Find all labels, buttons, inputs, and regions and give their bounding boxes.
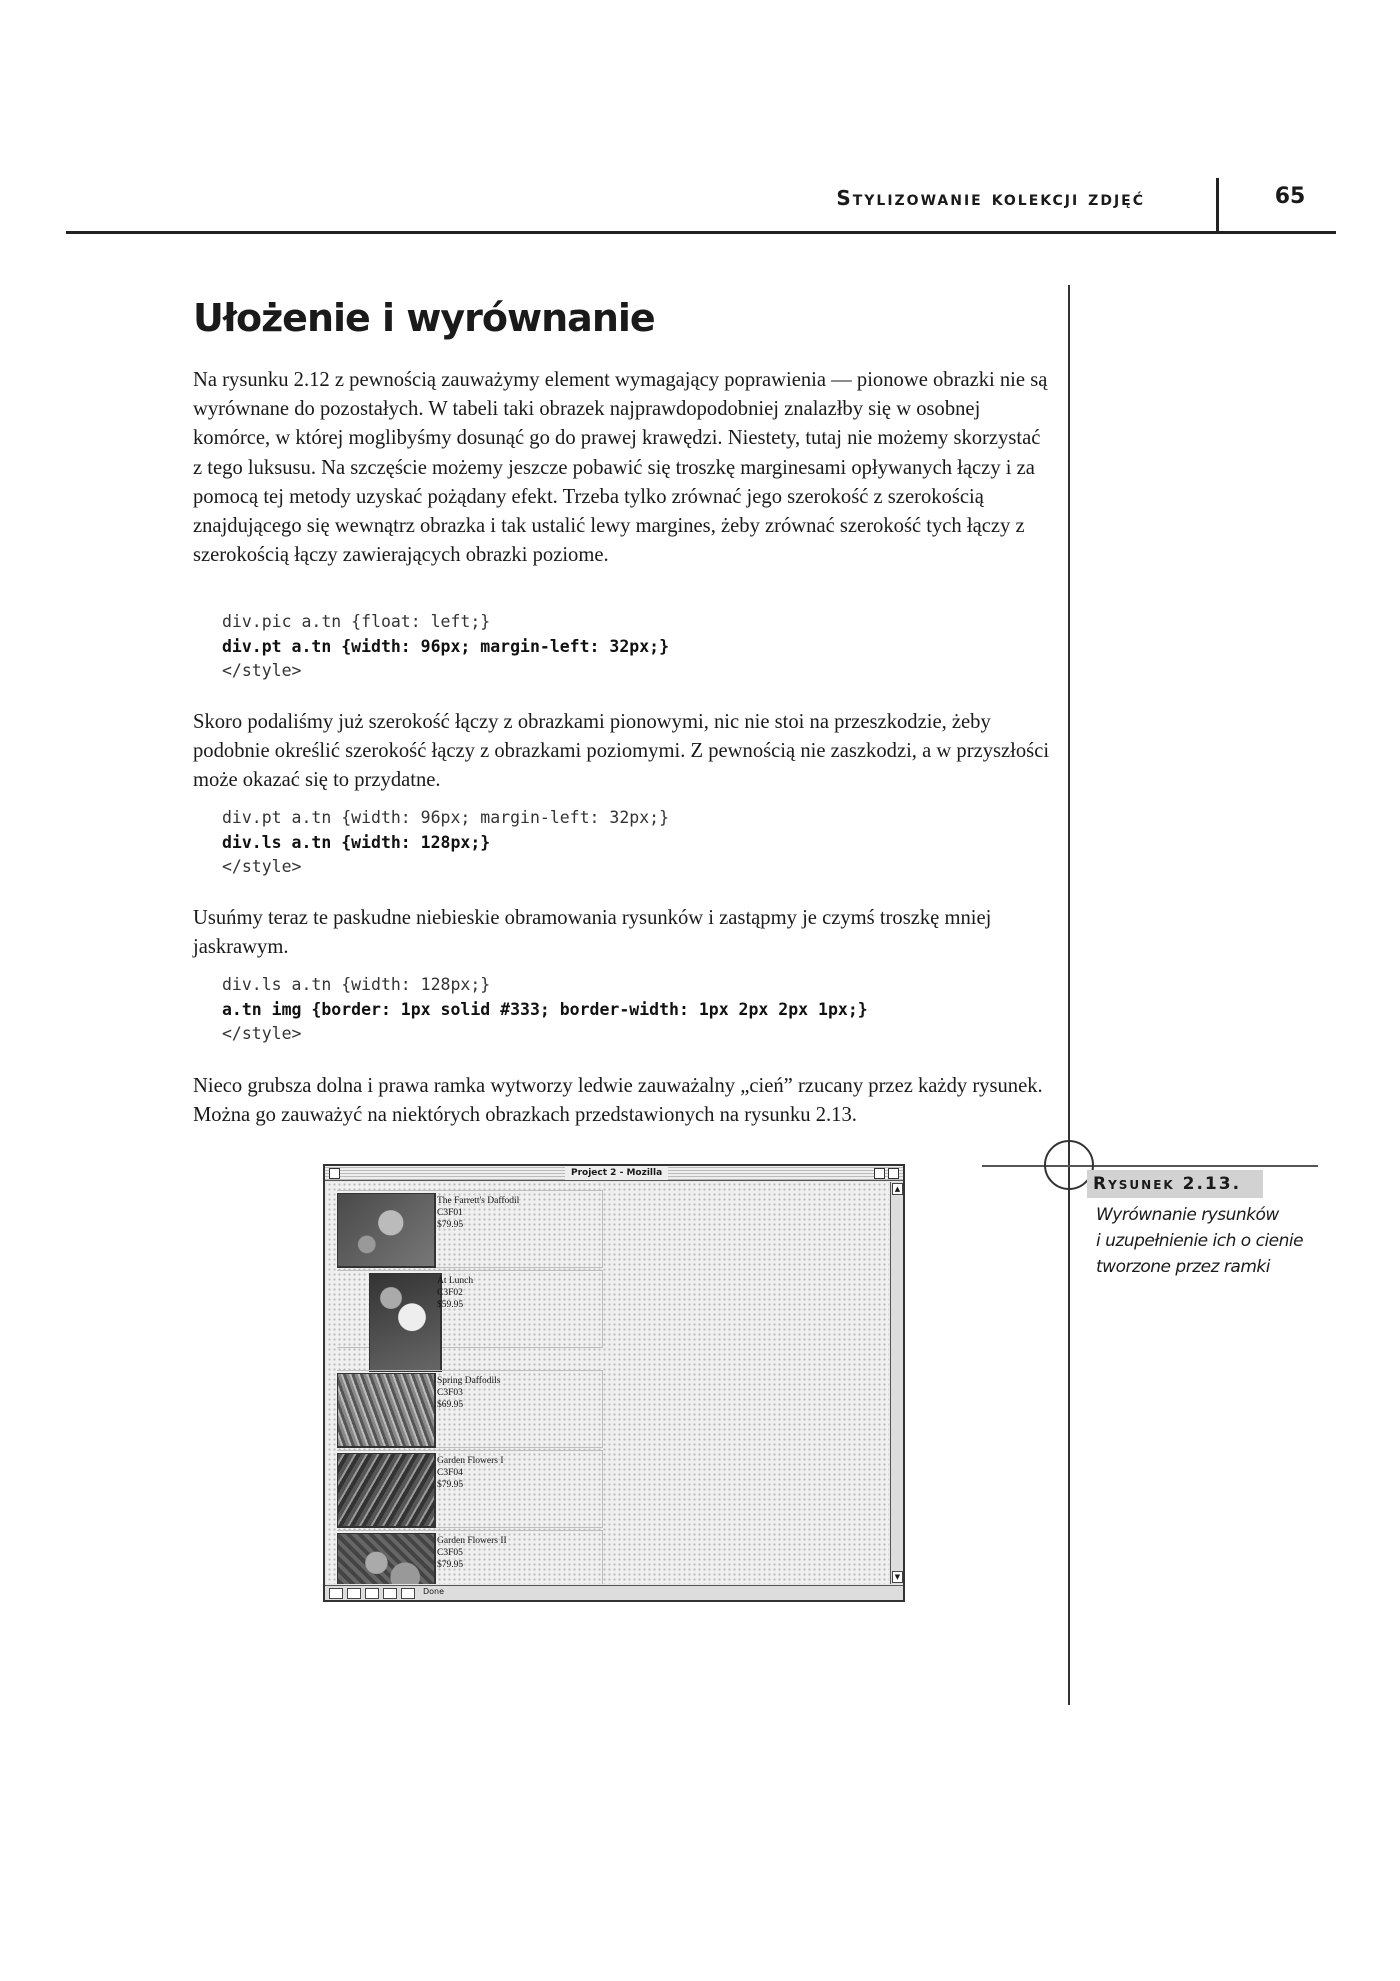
code-line-highlighted: div.ls a.tn {width: 128px;} bbox=[222, 832, 491, 852]
zoom-box-icon bbox=[874, 1168, 885, 1179]
item-price: $79.95 bbox=[437, 1480, 464, 1490]
item-name: Spring Daffodils bbox=[437, 1376, 501, 1386]
code-line: div.ls a.tn {width: 128px;} bbox=[222, 975, 491, 994]
thumbnail-image bbox=[337, 1533, 436, 1584]
page-number: 65 bbox=[1274, 184, 1306, 209]
close-box-icon bbox=[329, 1168, 340, 1179]
item-text bbox=[437, 1375, 500, 1411]
margin-rule bbox=[1068, 285, 1070, 1705]
code-line: </style> bbox=[222, 857, 302, 876]
navigator-icon bbox=[329, 1588, 343, 1599]
composer-icon bbox=[365, 1588, 379, 1599]
item-price: $79.95 bbox=[437, 1560, 464, 1570]
thumbnail-image bbox=[337, 1453, 436, 1528]
item-text bbox=[437, 1195, 519, 1231]
header-divider bbox=[1216, 178, 1219, 233]
window-title: Project 2 - Mozilla bbox=[565, 1166, 668, 1180]
item-name: Garden Flowers I bbox=[437, 1456, 504, 1466]
list-item bbox=[337, 1450, 603, 1528]
caption-line: Wyrównanie rysunków bbox=[1096, 1205, 1279, 1225]
item-text bbox=[437, 1455, 503, 1491]
list-item bbox=[337, 1370, 603, 1448]
item-text bbox=[437, 1535, 507, 1571]
scroll-up-arrow-icon: ▲ bbox=[892, 1183, 903, 1195]
status-text: Done bbox=[423, 1587, 445, 1596]
item-code: C3F02 bbox=[437, 1288, 463, 1298]
item-text bbox=[437, 1275, 473, 1311]
address-book-icon bbox=[383, 1588, 397, 1599]
list-item bbox=[337, 1190, 603, 1268]
thumbnail-image bbox=[337, 1193, 436, 1268]
item-name: The Farrett's Daffodil bbox=[437, 1196, 520, 1206]
list-item bbox=[337, 1530, 603, 1584]
item-price: $69.95 bbox=[437, 1400, 464, 1410]
browser-content bbox=[327, 1182, 889, 1584]
thumbnail-image bbox=[369, 1273, 442, 1372]
code-block-2 bbox=[222, 806, 1062, 880]
vertical-scrollbar bbox=[890, 1182, 903, 1584]
item-price: $79.95 bbox=[437, 1220, 464, 1230]
figure-label: Rysunek 2.13. bbox=[1087, 1170, 1263, 1198]
mail-icon bbox=[347, 1588, 361, 1599]
item-code: C3F03 bbox=[437, 1388, 463, 1398]
item-name: At Lunch bbox=[437, 1276, 474, 1286]
code-line: </style> bbox=[222, 1024, 302, 1043]
code-line-highlighted: div.pt a.tn {width: 96px; margin-left: 32px;} bbox=[222, 636, 670, 656]
item-price: $59.95 bbox=[437, 1300, 464, 1310]
collapse-box-icon bbox=[888, 1168, 899, 1179]
figure-caption bbox=[1096, 1202, 1326, 1280]
irc-chat-icon bbox=[401, 1588, 415, 1599]
paragraph-4: Nieco grubsza dolna i prawa ramka wytworzy ledwie zauważalny „cień” rzucany przez każdy rysunek. Można go zauważyć na niektórych obrazkach przedstawionych na rysunku 2.13. bbox=[193, 1075, 1043, 1127]
code-block-3 bbox=[222, 973, 1062, 1047]
figure-screenshot bbox=[323, 1164, 905, 1602]
code-line: div.pic a.tn {float: left;} bbox=[222, 612, 491, 631]
running-header-title: Stylizowanie kolekcji zdjęć bbox=[836, 186, 1145, 210]
paragraph-1: Na rysunku 2.12 z pewnością zauważymy element wymagający poprawienia — pionowe obrazki nie są wyrównane do pozostałych. W tabeli taki obrazek najprawdopodobniej znalazłby się w osobnej komórce, w której moglibyśmy dosunąć go do prawej krawędzi. Niestety, tutaj nie możemy skorzystać z tego luksusu. Na szczęście możemy jeszcze pobawić się troszkę marginesami opływanych łączy i za pomocą tej metody uzyskać pożądany efekt. Trzeba tylko zrównać jego szerokość z szerokością znajdującego się wewnątrz obrazka i tak ustalić lewy margines, żeby zrównać szerokość tych łączy z szerokością łączy zawierających obrazki poziome. bbox=[193, 369, 1048, 567]
item-code: C3F04 bbox=[437, 1468, 463, 1478]
caption-rule bbox=[982, 1165, 1318, 1167]
code-line-highlighted: a.tn img {border: 1px solid #333; border-width: 1px 2px 2px 1px;} bbox=[222, 999, 868, 1019]
code-block-1 bbox=[222, 610, 1062, 684]
code-line: </style> bbox=[222, 661, 302, 680]
code-line: div.pt a.tn {width: 96px; margin-left: 32px;} bbox=[222, 808, 670, 827]
header-rule bbox=[66, 231, 1336, 234]
caption-line: i uzupełnienie ich o cienie bbox=[1096, 1231, 1304, 1251]
caption-line: tworzone przez ramki bbox=[1096, 1257, 1270, 1277]
item-code: C3F01 bbox=[437, 1208, 463, 1218]
item-name: Garden Flowers II bbox=[437, 1536, 507, 1546]
window-titlebar bbox=[325, 1166, 903, 1181]
list-item bbox=[337, 1270, 603, 1348]
scroll-down-arrow-icon: ▼ bbox=[892, 1571, 903, 1583]
browser-statusbar bbox=[325, 1585, 903, 1600]
paragraph-3: Usuńmy teraz te paskudne niebieskie obramowania rysunków i zastąpmy je czymś troszkę mniej jaskrawym. bbox=[193, 907, 992, 959]
paragraph-2: Skoro podaliśmy już szerokość łączy z obrazkami pionowymi, nic nie stoi na przeszkodzie, żeby podobnie określić szerokość łączy z obrazkami poziomymi. Z pewnością nie zaszkodzi, a w przyszłości może okazać się to przydatne. bbox=[193, 711, 1050, 792]
item-code: C3F05 bbox=[437, 1548, 463, 1558]
section-title: Ułożenie i wyrównanie bbox=[193, 296, 655, 340]
thumbnail-image bbox=[337, 1373, 436, 1448]
